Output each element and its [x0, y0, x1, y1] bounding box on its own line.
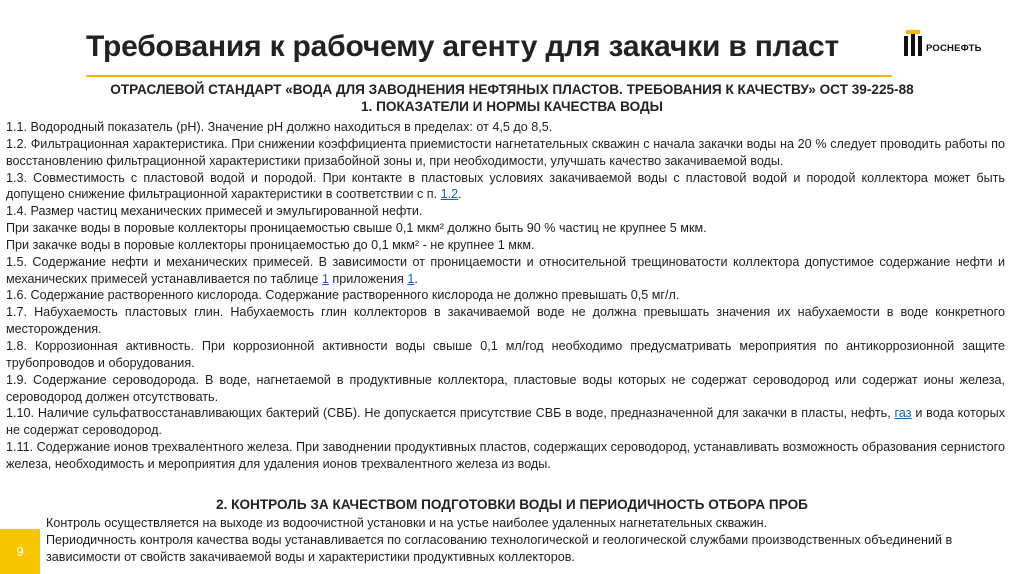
page-number-badge — [0, 529, 40, 574]
item-1-3: 1.3. Совместимость с пластовой водой и породой. При контакте в пластовых условиях закачиваемой воды с пластовой водой и породой коллектора может быть допущено снижение фильтрационной характеристики в соответствии с п. 1.2. — [6, 170, 1005, 202]
section-2-heading: 2. КОНТРОЛЬ ЗА КАЧЕСТВОМ ПОДГОТОВКИ ВОДЫ И ПЕРИОДИЧНОСТЬ ОТБОРА ПРОБ — [216, 497, 808, 512]
item-1-4-b: При закачке воды в поровые коллекторы проницаемостью до 0,1 мкм² - не крупнее 1 мкм. — [6, 237, 535, 252]
standard-heading: ОТРАСЛЕВОЙ СТАНДАРТ «ВОДА ДЛЯ ЗАВОДНЕНИЯ НЕФТЯНЫХ ПЛАСТОВ. ТРЕБОВАНИЯ К КАЧЕСТВУ» ОСТ 39-225-88 — [110, 82, 914, 97]
requirements-body — [6, 119, 1005, 473]
item-1-6: 1.6. Содержание растворенного кислорода. Содержание растворенного кислорода не должно превышать 0,5 мг/л. — [6, 288, 680, 303]
item-1-10: 1.10. Наличие сульфатвосстанавливающих бактерий (СВБ). Не допускается присутствие СВБ в воде, предназначенной для закачки в пласты, нефть, газ и вода которых не содержат сероводород. — [6, 406, 1005, 438]
logo-text: РОСНЕФТЬ — [926, 43, 982, 54]
link-appendix-1[interactable]: 1 — [407, 271, 415, 286]
section-1-heading: 1. ПОКАЗАТЕЛИ И НОРМЫ КАЧЕСТВА ВОДЫ — [361, 99, 663, 114]
link-gas[interactable]: газ — [894, 406, 912, 421]
item-1-7: 1.7. Набухаемость пластовых глин. Набухаемость глин коллекторов в закачиваемой воде не должна превышать значения их набухаемости в воде конкретного месторождения. — [6, 305, 1005, 337]
link-table-1[interactable]: 1 — [321, 271, 329, 286]
item-1-9: 1.9. Содержание сероводорода. В воде, нагнетаемой в продуктивные коллектора, пластовые воды которых не содержат сероводород или содержат ионы железа, сероводород должен отсутствовать. — [6, 372, 1005, 404]
control-body — [46, 515, 1006, 566]
item-1-11: 1.11. Содержание ионов трехвалентного железа. При заводнении продуктивных пластов, содержащих сероводород, устанавливать возможность образования сернистого железа, необходимость и мероприятия для удаления ионов трехвалентного железа из воды. — [6, 440, 1005, 471]
title-underline — [86, 75, 892, 77]
slide-title: Требования к рабочему агенту для закачки в пласт — [86, 30, 839, 63]
link-1-2[interactable]: 1.2 — [440, 187, 459, 202]
page-number: 9 — [16, 544, 24, 559]
rosneft-emblem-icon — [902, 30, 924, 60]
item-1-4-a: При закачке воды в поровые коллекторы проницаемостью свыше 0,1 мкм² должно быть 90 % частиц не крупнее 5 мкм. — [6, 221, 707, 236]
item-1-8: 1.8. Коррозионная активность. При коррозионной активности воды свыше 0,1 мл/год необходимо предусматривать мероприятия по антикоррозионной защите трубопроводов и оборудования. — [6, 338, 1005, 370]
item-1-2: 1.2. Фильтрационная характеристика. При снижении коэффициента приемистости нагнетательных скважин с начала закачки воды на 20 % следует проводить работы по восстановлению фильтрационной характеристики призабойной зоны и, при необходимости, улучшать качество закачиваемой воды. — [6, 136, 1005, 168]
rosneft-logo — [902, 28, 998, 72]
control-paragraph-1: Контроль осуществляется на выходе из водоочистной установки и на устье наиболее удаленных нагнетательных скважин. — [46, 516, 768, 530]
item-1-4: 1.4. Размер частиц механических примесей и эмульгированной нефти. — [6, 204, 423, 219]
control-paragraph-2: Периодичность контроля качества воды устанавливается по согласованию технологической и геологической службами производственных объединений в зависимости от свойств закачиваемой воды и характеристики продуктивных коллекторов. — [46, 532, 953, 564]
item-1-1: 1.1. Водородный показатель (pH). Значение pH должно находиться в пределах: от 4,5 до 8,5. — [6, 120, 553, 134]
item-1-5: 1.5. Содержание нефти и механических примесей. В зависимости от проницаемости и относительной трещиноватости коллектора допустимое содержание нефти и механических примесей устанавливается по таблице 1 приложения 1. — [6, 254, 1005, 286]
